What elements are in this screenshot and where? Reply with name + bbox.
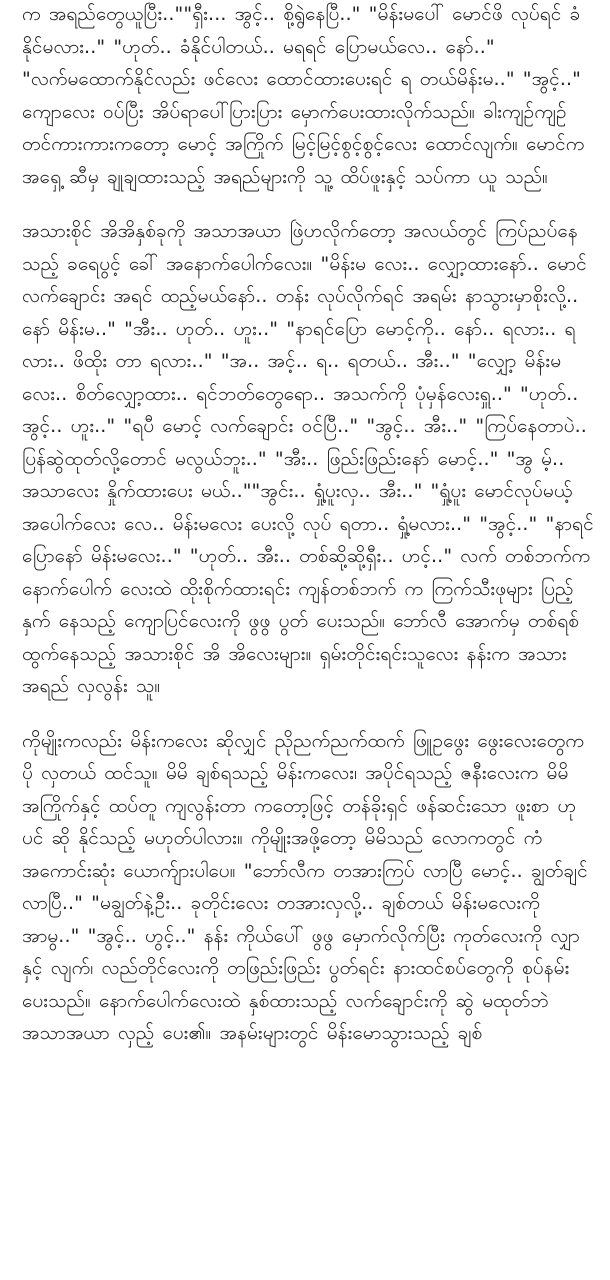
paragraph-1: က အရည်တွေယူပြီး..""ရှီး... အွင့်.. စို့ရွဲနေပြီ.." "မိန်းမပေါ် မောင်ဖိ လုပ်ရင် ခံနိုင်မလား.." "ဟုတ်.. ခံနိုင်ပါတယ်.. မရရင် ပြောမယ်လေ.. နော်.." "လက်မထောက်နိုင်လည်း ဖင်လေး ထောင်ထားပေးရင် ရ တယ်မိန်းမ.." "အွင့်.." ကျောလေး ဝပ်ပြီး အိပ်ရာပေါ်ပြားပြား မှောက်ပေးထားလိုက်သည်။ ခါးကျဉ်ကျဉ် တင်ကားကားကတော့ မောင့် အကြိုက် မြင့်မြင့်စွင့်စွင့်လေး ထောင်လျက်။ မောင်က အရှေ့ ဆီမှ ချုချထားသည့် အရည်များကို သူ့ ထိပ်ဖူးနှင့် သပ်ကာ ယူ သည်။ — [22, 3, 585, 188]
paragraph-2: အသားစိုင် အိအိနှစ်ခုကို အသာအယာ ဖြဲဟလိုက်တော့ အလယ်တွင် ကြပ်ညပ်နေသည့် ခရေပွင့် ခေါ် အနောက်ပေါက်လေး။ "မိန်းမ လေး.. လျှော့ထားနော်.. မောင် လက်ချောင်း အရင် ထည့်မယ်နော်.. တန်း လုပ်လိုက်ရင် အရမ်း နာသွားမှာစိုးလို့.. နော် မိန်းမ.." "အီး.. ဟုတ်.. ဟူး.." "နာရင်ပြော မောင့်ကို.. နော်.. ရလား.. ရလား.. ဖိထိုး တာ ရလား.." "အ.. အင့်.. ရ.. ရတယ်.. အီး.." "လျှော့ မိန်းမလေး.. စိတ်လျှော့ထား.. ရင်ဘတ်တွေရော.. အသက်ကို ပုံမှန်လေးရှူ.." "ဟုတ်.. အွင့်.. ဟူး.." "ရပီ မောင့် လက်ချောင်း ဝင်ပြီ.." "အွင့်.. အီး.." "ကြပ်နေတာပဲ.. ပြန်ဆွဲထုတ်လို့တောင် မလွယ်ဘူး.." "အီး.. ဖြည်းဖြည်းနော် မောင့်.." "အွ မ့်.. အသာလေး နှိုက်ထားပေး မယ်..""အွင်း.. ရှုံ့ပူးလှ.. အီး.." "ရှုံ့ပူး မောင်လုပ်မယ့် အပေါက်လေး လေ.. မိန်းမလေး ပေးလို့ လုပ် ရတာ.. ရှုံ့မလား.." "အွင့်.." "နာရင် ပြောနော် မိန်းမလေး.." "ဟုတ်.. အီး.. တစ်ဆို့ဆို့ရှီး.. ဟင့်.." လက် တစ်ဘက်က နောက်ပေါက် လေးထဲ ထိုးစိုက်ထားရင်း ကျန်တစ်ဘက် က ကြက်သီးဖုများ ပြည့်နှက် နေသည့် ကျောပြင်လေးကို ဖွဖွ ပွတ် ပေးသည်။ ဘော်လီ အောက်မှ တစ်ရစ်ထွက်နေသည့် အသားစိုင် အိ အိလေးများ။ ရှမ်းတိုင်းရင်းသူလေး နန်းက အသားအရည် လှလွန်း သူ။ — [22, 220, 594, 697]
paragraph-3: ကိုမျိုးကလည်း မိန်းကလေး ဆိုလျှင် ညိုညက်ညက်ထက် ဖြူဥဖွေး ဖွေးလေးတွေက ပို လှတယ် ထင်သူ။ မိမိ ချစ်ရသည့် မိန်းကလေး၊ အပိုင်ရသည့် ဇနီးလေးက မိမိ အကြိုက်နှင့် ထပ်တူ ကျလွန်းတာ ကတော့ဖြင့် တန်ခိုးရှင် ဖန်ဆင်းသော ဖူးစာ ဟုပင် ဆို နိုင်သည့် မဟုတ်ပါလား။ ကိုမျိုးအဖို့တော့ မိမိသည် လောကတွင် ကံ အကောင်းဆုံး ယောက်ျားပါပေ။ "ဘော်လီက တအားကြပ် လာပြီ မောင့်.. ချွတ်ချင်လာပြီ.." "မချွတ်နဲ့ဦး.. ခုတိုင်းလေး တအားလှလို့.. ချစ်တယ် မိန်းမလေးကို အာမွ.." "အွင့်.. ဟွင့်.." နန်း ကိုယ်ပေါ် ဖွဖွ မှောက်လိုက်ပြီး ကုတ်လေးကို လျှာနှင့် လျက်၊ လည်တိုင်လေးကို တဖြည်းဖြည်း ပွတ်ရင်း နားထင်စပ်တွေကို စုပ်နမ်းပေးသည်။ နောက်ပေါက်လေးထဲ နှစ်ထားသည့် လက်ချောင်းကို ဆွဲ မထုတ်ဘဲ အသာအယာ လှည့် ပေး၏။ အနမ်းများတွင် မိန်းမောသွားသည့် ချစ် — [22, 729, 588, 1044]
story-text — [22, 0, 596, 1050]
